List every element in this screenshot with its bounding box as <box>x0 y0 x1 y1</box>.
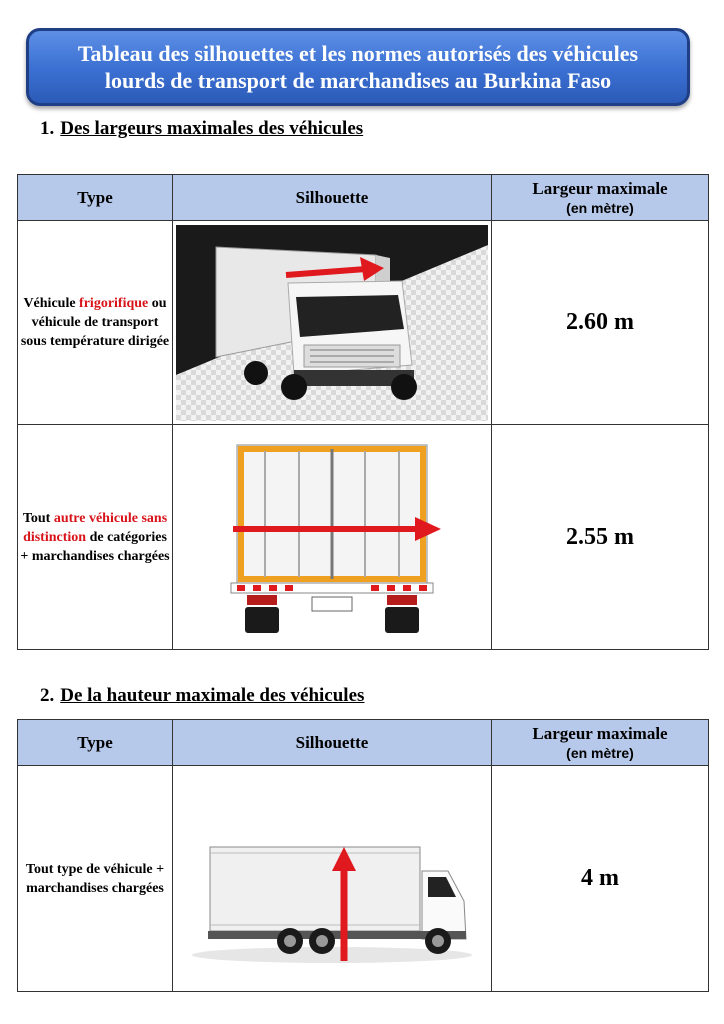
row-type-cell: Tout autre véhicule sans distinction de catégories + marchandises chargées <box>18 425 173 650</box>
header-silhouette: Silhouette <box>173 720 492 766</box>
title-line-2: lourds de transport de marchandises au Burkina Faso <box>104 68 612 93</box>
header-silhouette: Silhouette <box>173 175 492 221</box>
table-row <box>18 425 709 650</box>
height-table <box>17 719 709 992</box>
title-line-1: Tableau des silhouettes et les normes autorisés des véhicules <box>77 41 639 66</box>
table-row <box>18 766 709 992</box>
title-banner <box>26 28 690 106</box>
section-2-title: 2. De la hauteur maximale des véhicules <box>40 685 365 706</box>
header-max: Largeur maximale (en mètre) <box>492 175 709 221</box>
table-header-row <box>18 175 709 221</box>
row-value: 2.55 m <box>492 425 709 650</box>
row-value: 2.60 m <box>492 221 709 425</box>
section-1-title: 1. Des largeurs maximales des véhicules <box>40 118 364 139</box>
row-type-cell: Véhicule frigorifique ou véhicule de transport sous température dirigée <box>18 221 173 425</box>
table-row <box>18 221 709 425</box>
header-max: Largeur maximale (en mètre) <box>492 720 709 766</box>
width-table <box>17 174 709 650</box>
row-value: 4 m <box>492 766 709 992</box>
box-truck-side-view-icon <box>173 766 492 992</box>
header-type: Type <box>18 175 173 221</box>
header-type: Type <box>18 720 173 766</box>
refrigerated-truck-icon <box>173 221 492 425</box>
table-header-row <box>18 720 709 766</box>
truck-rear-view-icon <box>173 425 492 650</box>
row-type-cell: Tout type de véhicule + marchandises chargées <box>18 766 173 992</box>
